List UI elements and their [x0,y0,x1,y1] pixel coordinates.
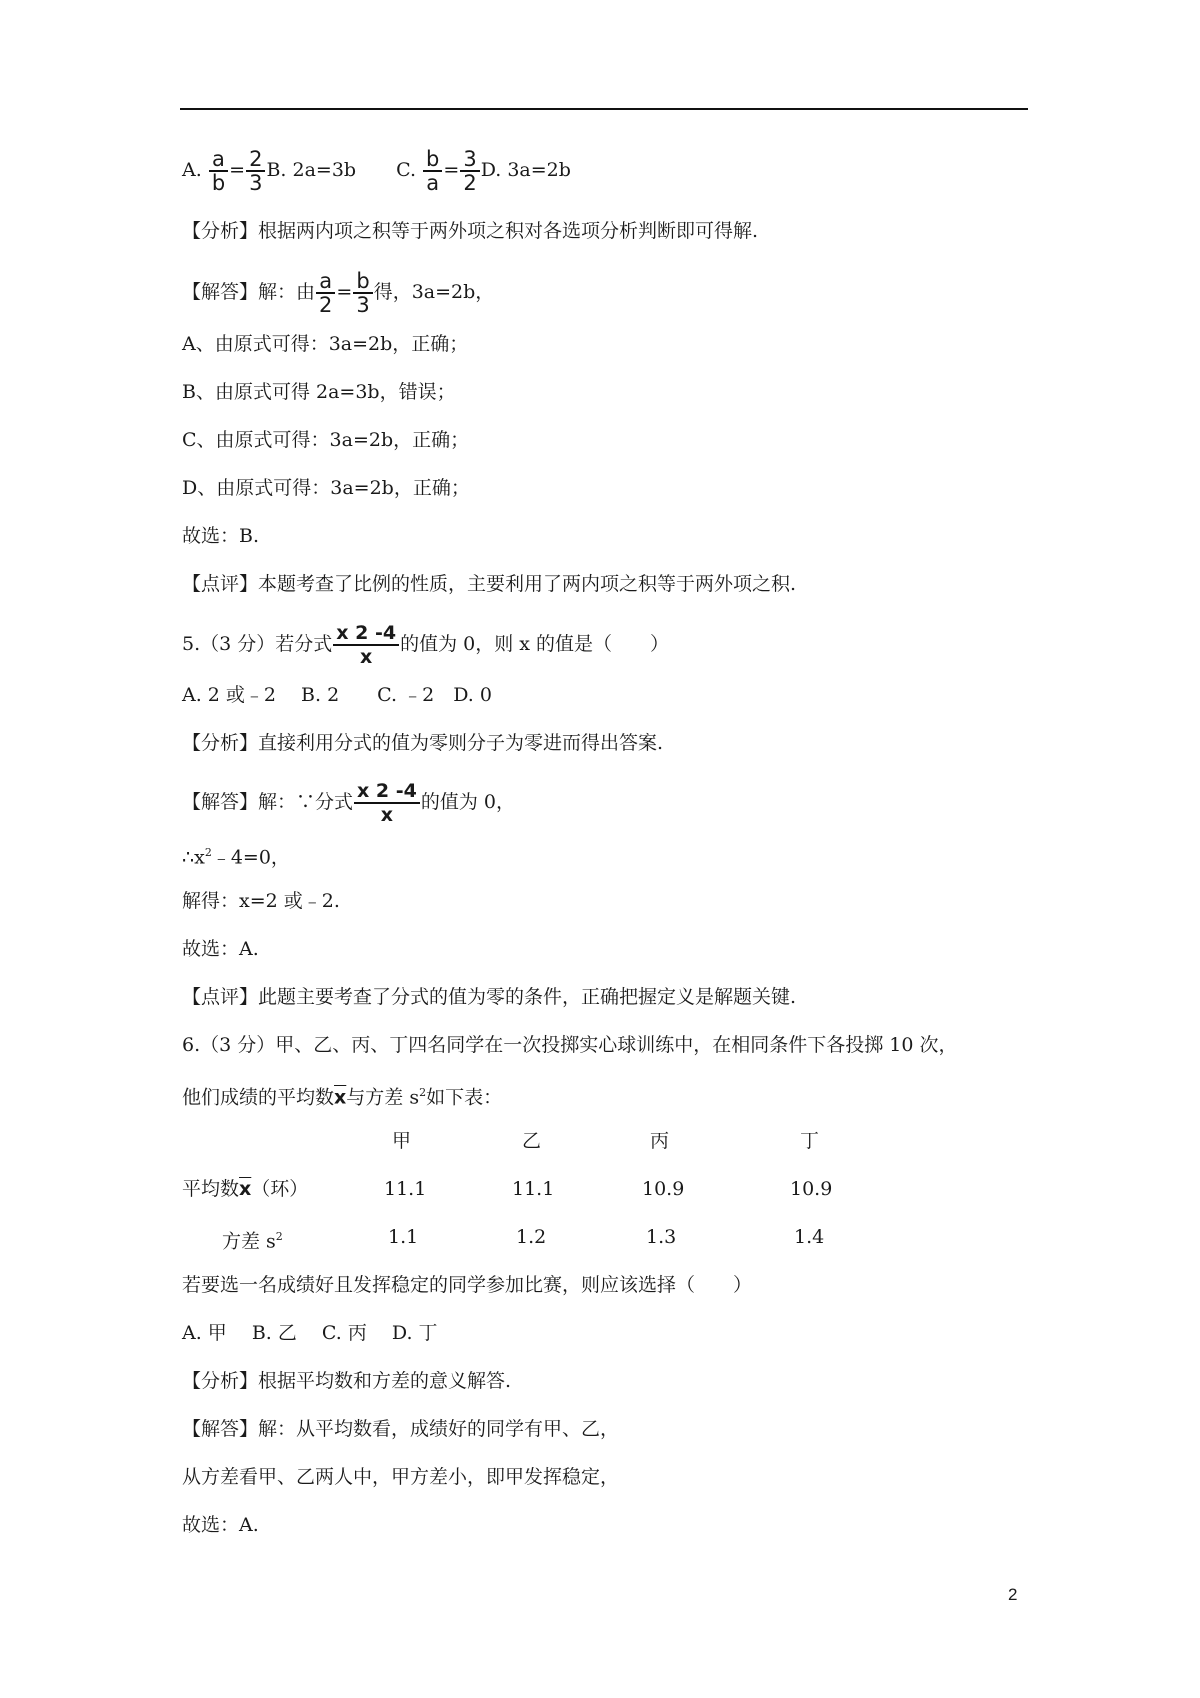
q5-step-2: 解得：x=2 或﹣2. [182,890,340,912]
q6-question: 若要选一名成绩好且发挥稳定的同学参加比赛，则应该选择（ ） [182,1274,753,1296]
q6-answer-2: 从方差看甲、乙两人中，甲方差小，即甲发挥稳定， [182,1466,620,1488]
q5-analysis: 【分析】直接利用分式的值为零则分子为零进而得出答案. [182,732,664,754]
q4-option-c-label: C. [396,159,416,181]
q4-choice: 故选：B. [182,525,260,547]
q6-stem-1: 6.（3 分）甲、乙、丙、丁四名同学在一次投掷实心球训练中，在相同条件下各投掷 10 次， [182,1034,958,1056]
q6-stem-2: 他们成绩的平均数$\overline{x}$与方差 $s^2$如下表： [182,1086,503,1109]
header-rule [180,108,1028,110]
q4-answer-frac-1: $\frac{a}{2}$ [316,270,335,316]
q5-choice: 故选：A. [182,938,259,960]
table-header-bing: 丙 [650,1130,670,1152]
q6-answer-1: 【解答】解：从平均数看，成绩好的同学有甲、乙， [182,1418,620,1440]
q4-answer: 【解答】解：由 $\frac{a}{2}$ = $\frac{b}{3}$ 得，3a=2b， [182,269,495,317]
q4-option-d: D. 3a=2b [480,159,571,181]
table-row1-ding: 10.9 [790,1178,833,1200]
q5-stem: 5.（3 分）若分式 $\frac{x 2 -4}{x}$ 的值为 0，则 x 的值是（ ） [182,622,670,668]
q4-answer-frac-2: $\frac{b}{3}$ [353,270,372,316]
q5-comment: 【点评】此题主要考查了分式的值为零的条件，正确把握定义是解题关键. [182,986,797,1008]
table-header-ding: 丁 [800,1130,820,1152]
table-row2-jia: 1.1 [388,1226,419,1248]
table-header-yi: 乙 [522,1130,542,1152]
q5-answer-frac: $\frac{x 2 -4}{x}$ [354,780,420,826]
q4-option-c-frac-right: $\frac{3}{2}$ [460,148,479,194]
q5-answer: 【解答】解：∵分式 $\frac{x 2 -4}{x}$ 的值为 0， [182,780,515,826]
q4-analysis: 【分析】根据两内项之积等于两外项之积对各选项分析判断即可得解. [182,220,759,242]
q4-option-a-label: A. [182,159,202,181]
q4-option-b: B. 2a=3b [266,159,357,181]
q4-line-a: A、由原式可得：3a=2b，正确； [182,333,469,355]
q4-option-c-frac-left: $\frac{b}{a}$ [423,148,442,194]
q4-option-a-frac-left: $\frac{a}{b}$ [209,148,228,194]
q4-comment: 【点评】本题考查了比例的性质，主要利用了两内项之积等于两外项之积. [182,573,797,595]
table-row2-ding: 1.4 [794,1226,825,1248]
q5-step-1: $\therefore x^2﹣4=0$， [182,846,290,869]
q5-options: A. 2 或﹣2 B. 2 C. ﹣2 D. 0 [182,684,492,706]
table-row1-jia: 11.1 [384,1178,427,1200]
table-row2-label: 方差 $s^2$ [222,1230,283,1253]
q4-line-d: D、由原式可得：3a=2b，正确； [182,477,470,499]
q4-option-a-frac-right: $\frac{2}{3}$ [246,148,265,194]
table-row1-bing: 10.9 [642,1178,685,1200]
table-row2-yi: 1.2 [516,1226,547,1248]
q6-options: A. 甲 B. 乙 C. 丙 D. 丁 [182,1322,438,1344]
q6-choice: 故选：A. [182,1514,259,1536]
q4-options: A. $\frac{a}{b}$ = $\frac{2}{3}$ B. 2a=3b C. $\frac{b}{a}$ = $\frac{3}{2}$ D. 3a=2b [182,147,571,195]
q5-stem-frac: $\frac{x 2 -4}{x}$ [333,622,399,668]
q6-analysis: 【分析】根据平均数和方差的意义解答. [182,1370,512,1392]
q4-line-b: B、由原式可得 2a=3b，错误； [182,381,456,403]
table-row1-yi: 11.1 [512,1178,555,1200]
table-header-jia: 甲 [392,1130,412,1152]
q4-line-c: C、由原式可得：3a=2b，正确； [182,429,470,451]
table-row2-bing: 1.3 [646,1226,677,1248]
page-number: 2 [1008,1585,1018,1604]
table-row1-label: 平均数$\overline{x}$（环） [182,1178,309,1200]
